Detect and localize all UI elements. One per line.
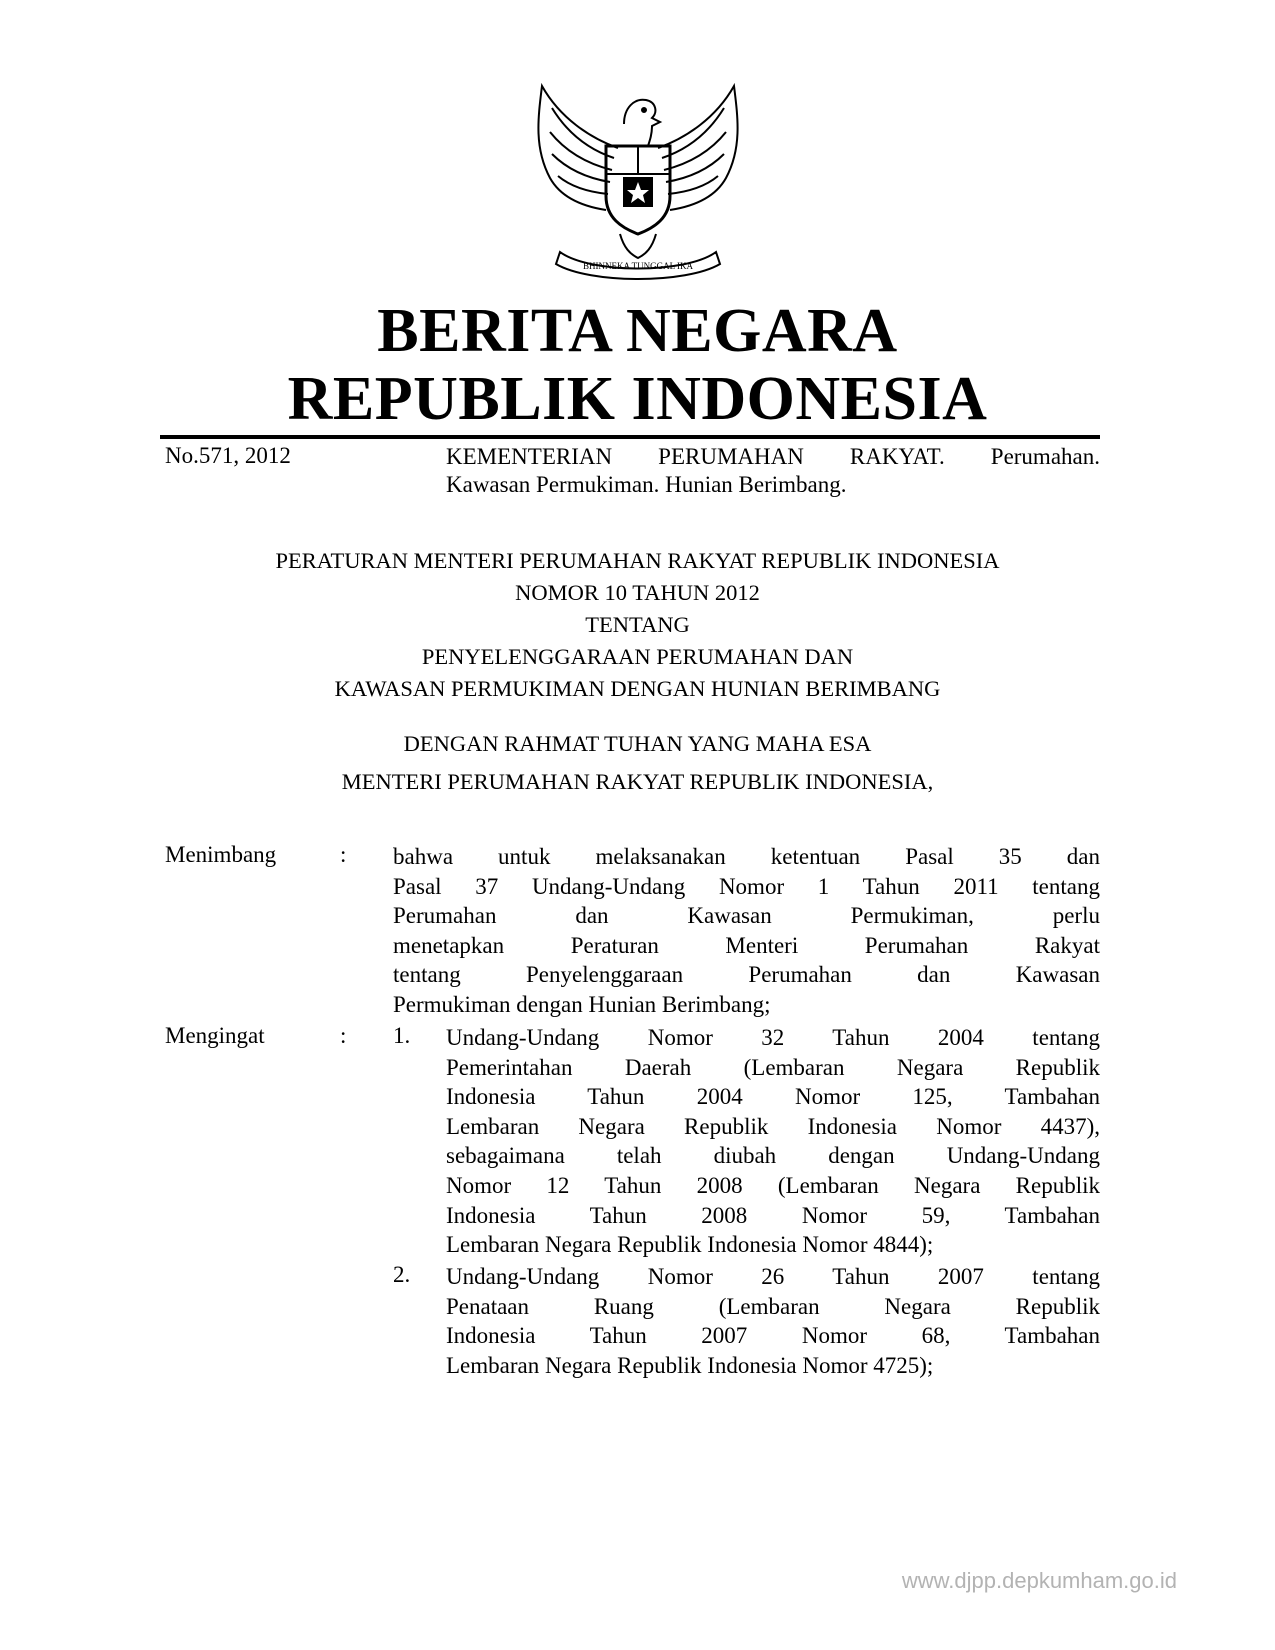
invocation-line: MENTERI PERUMAHAN RAKYAT REPUBLIK INDONESIA, — [341, 769, 934, 794]
text-line: Permukiman dengan Hunian Berimbang; — [393, 991, 771, 1017]
gazette-subject — [446, 443, 1100, 499]
garuda-emblem-icon — [520, 78, 756, 284]
masthead-subtitle: REPUBLIK INDONESIA — [287, 365, 988, 433]
menimbang-colon: : — [340, 842, 347, 867]
mengingat-label: Mengingat — [165, 1023, 265, 1048]
text-line: Pemerintahan Daerah (Lembaran Negara Republik — [446, 1054, 1100, 1080]
regulation-title — [0, 545, 1275, 705]
menimbang-label: Menimbang — [165, 842, 277, 867]
title-line: PERATURAN MENTERI PERUMAHAN RAKYAT REPUBLIK INDONESIA — [275, 548, 1000, 573]
invocation-line: DENGAN RAHMAT TUHAN YANG MAHA ESA — [403, 731, 872, 756]
subject-line: KEMENTERIAN PERUMAHAN RAKYAT. Perumahan. — [446, 444, 1100, 469]
mengingat-item-number: 2. — [393, 1262, 411, 1287]
masthead-title: BERITA NEGARA — [377, 297, 898, 365]
text-line: Undang-Undang Nomor 26 Tahun 2007 tentang — [446, 1264, 1100, 1289]
text-line: Penataan Ruang (Lembaran Negara Republik — [446, 1293, 1100, 1319]
text-line: menetapkan Peraturan Menteri Perumahan Rakyat — [393, 932, 1100, 958]
title-line: NOMOR 10 TAHUN 2012 — [515, 580, 760, 605]
text-line: Indonesia Tahun 2007 Nomor 68, Tambahan — [446, 1323, 1100, 1349]
mengingat-colon: : — [340, 1023, 347, 1048]
masthead-divider — [160, 435, 1100, 439]
title-line: TENTANG — [585, 612, 690, 637]
text-line: Nomor 12 Tahun 2008 (Lembaran Negara Republik — [446, 1172, 1100, 1198]
text-line: Indonesia Tahun 2004 Nomor 125, Tambahan — [446, 1084, 1100, 1110]
invocation — [0, 725, 1275, 801]
text-line: tentang Penyelenggaraan Perumahan dan Kawasan — [393, 962, 1100, 988]
source-watermark: www.djpp.depkumham.go.id — [901, 1568, 1177, 1593]
subject-line: Kawasan Permukiman. Hunian Berimbang. — [446, 472, 847, 497]
text-line: Pasal 37 Undang-Undang Nomor 1 Tahun 2011 tentang — [393, 873, 1100, 899]
text-line: Lembaran Negara Republik Indonesia Nomor 4725); — [446, 1352, 934, 1378]
text-line: Lembaran Negara Republik Indonesia Nomor 4437), — [446, 1113, 1100, 1139]
title-line: KAWASAN PERMUKIMAN DENGAN HUNIAN BERIMBANG — [334, 676, 941, 701]
text-line: Perumahan dan Kawasan Permukiman, perlu — [393, 903, 1100, 929]
text-line: sebagaimana telah diubah dengan Undang-Undang — [446, 1143, 1100, 1169]
mengingat-item-text — [446, 1262, 1100, 1380]
menimbang-text — [393, 842, 1100, 1020]
mengingat-item-text — [446, 1023, 1100, 1260]
text-line: Indonesia Tahun 2008 Nomor 59, Tambahan — [446, 1202, 1100, 1228]
svg-text:BHINNEKA TUNGGAL IKA: BHINNEKA TUNGGAL IKA — [583, 261, 693, 271]
mengingat-item-number: 1. — [393, 1023, 411, 1048]
text-line: bahwa untuk melaksanakan ketentuan Pasal 35 dan — [393, 844, 1100, 869]
text-line: Lembaran Negara Republik Indonesia Nomor 4844); — [446, 1232, 934, 1258]
gazette-number: No.571, 2012 — [165, 443, 291, 468]
title-line: PENYELENGGARAAN PERUMAHAN DAN — [421, 644, 854, 669]
text-line: Undang-Undang Nomor 32 Tahun 2004 tentang — [446, 1025, 1100, 1050]
